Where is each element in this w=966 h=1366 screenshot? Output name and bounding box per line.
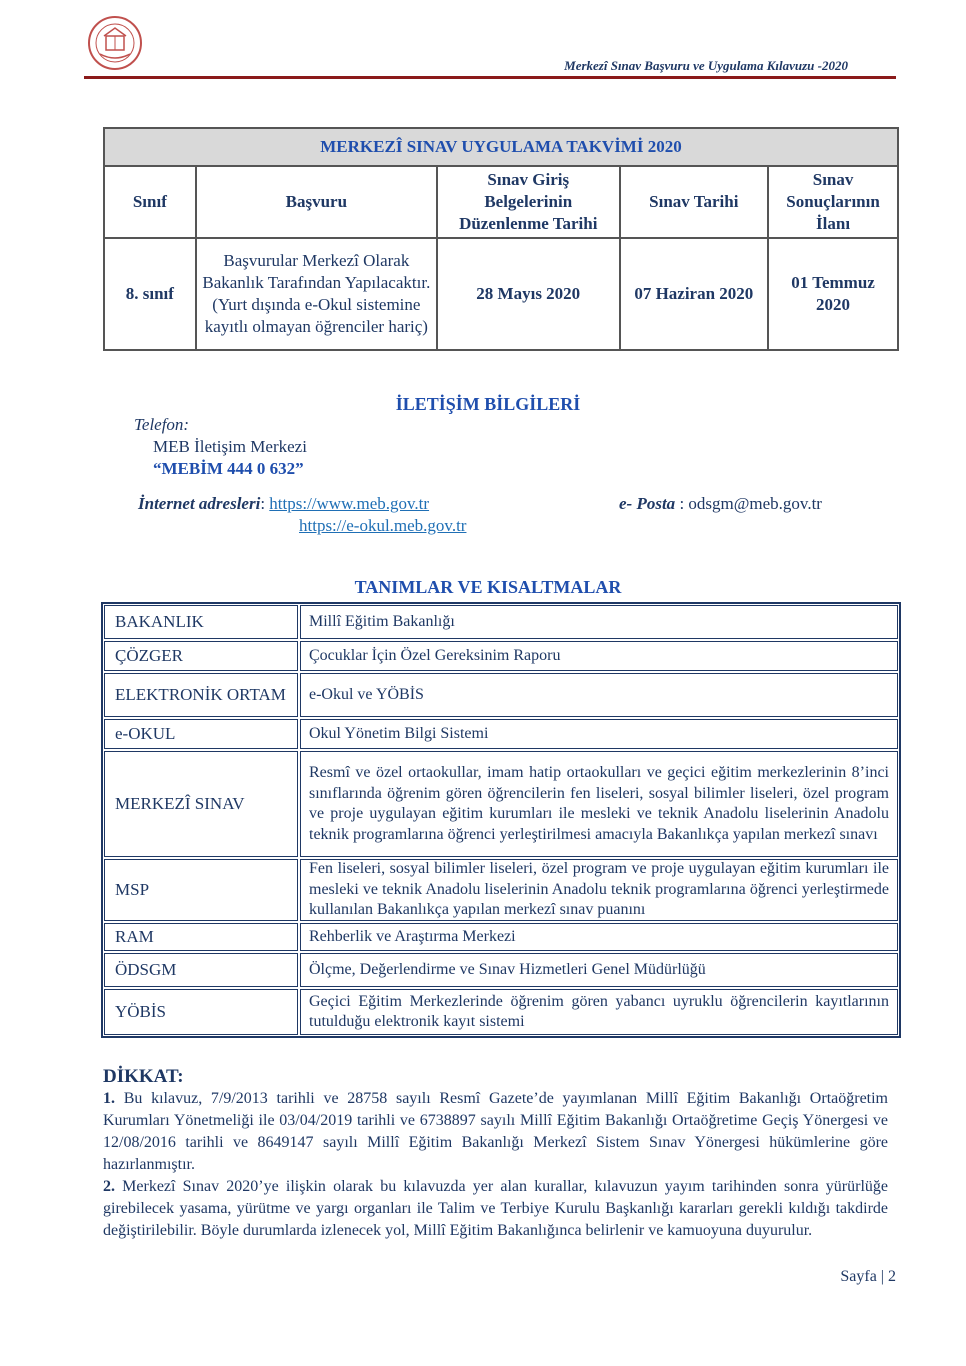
note-item: 2. Merkezî Sınav 2020’ye ilişkin olarak bu kılavuzda yer alan kurallar, kılavuzun yayım tarihinden sonra yürürlüğe girebilecek yasama, yürütme ve yargı organları ile Talim ve Terbiye Kurulu Başkanlığı kararları gerekli kıldığı takdirde değiştirilebilir. Böyle durumlarda izlenecek yol, Millî Eğitim Bakanlığınca belirlenir ve kamuoyuna duyurulur. (103, 1178, 888, 1239)
schedule-table (103, 127, 899, 351)
def-term: ELEKTRONİK ORTAM (104, 673, 298, 717)
def-desc: Millî Eğitim Bakanlığı (300, 605, 898, 639)
schedule-title: MERKEZÎ SINAV UYGULAMA TAKVİMİ 2020 (104, 128, 898, 166)
email-separator: : (675, 494, 689, 513)
notes-section (103, 1066, 888, 1242)
def-term: e-OKUL (104, 719, 298, 749)
def-desc: Resmî ve özel ortaokullar, imam hatip ortaokulları ve geçici eğitim merkezlerinin 8’inci sınıflarında öğrenim gören öğrencilerin fen liseleri, sosyal bilimler liseleri, özel program ve proje uygulayan eğitim kurumları ile mesleki ve teknik Anadolu liselerinin Anadolu teknik programlarına öğrenci yerleştirilmesi amacıyla Bakanlıkça yapılan merkezî sınavı (300, 751, 898, 857)
def-desc: Rehberlik ve Araştırma Merkezi (300, 923, 898, 951)
table-row (104, 238, 898, 350)
header-title: Merkezî Sınav Başvuru ve Uygulama Kılavuzu -2020 (564, 58, 848, 73)
table-row (103, 640, 899, 672)
meb-logo-icon (86, 14, 144, 72)
column-header: Başvuru (196, 166, 437, 238)
table-row (103, 604, 899, 640)
document-date-cell: 28 Mayıs 2020 (437, 238, 620, 350)
definitions-table (101, 602, 901, 1038)
def-desc: Çocuklar İçin Özel Gereksinim Raporu (300, 641, 898, 671)
def-term: ÖDSGM (104, 953, 298, 987)
column-header: Sınav Giriş Belgelerinin Düzenlenme Tarihi (437, 166, 620, 238)
table-row (103, 988, 899, 1036)
application-cell: Başvurular Merkezî Olarak Bakanlık Tarafından Yapılacaktır. (Yurt dışında e-Okul sistemine kayıtlı olmayan öğrenciler hariç) (196, 238, 437, 350)
web-addresses (138, 494, 429, 514)
table-row (103, 858, 899, 922)
header-divider (84, 76, 896, 79)
table-row (103, 718, 899, 750)
exam-date-cell: 07 Haziran 2020 (620, 238, 769, 350)
meb-website-link[interactable]: https://www.meb.gov.tr (269, 494, 430, 513)
phone-org: MEB İletişim Merkezi (153, 437, 307, 456)
phone-number: “MEBİM 444 0 632” (153, 459, 304, 478)
column-header: Sınav Tarihi (620, 166, 769, 238)
table-row (103, 952, 899, 988)
def-desc: Geçici Eğitim Merkezlerinde öğrenim gören yabancı uyruklu öğrencilerin kayıtlarının tutulduğu elektronik kayıt sistemi (300, 989, 898, 1035)
email-address[interactable]: odsgm@meb.gov.tr (688, 494, 822, 513)
def-desc: e-Okul ve YÖBİS (300, 673, 898, 717)
class-cell: 8. sınıf (104, 238, 196, 350)
def-term: BAKANLIK (104, 605, 298, 639)
def-desc: Fen liseleri, sosyal bilimler liseleri, özel program ve proje uygulayan eğitim kurumları ile mesleki ve teknik Anadolu liselerinin Anadolu teknik programlarına öğrenci yerleştirmede kullanılan Bakanlıkça yapılan merkezî sınav puanını (300, 859, 898, 921)
column-header: Sınıf (104, 166, 196, 238)
eokul-website-link[interactable]: https://e-okul.meb.gov.tr (299, 516, 467, 535)
def-term: RAM (104, 923, 298, 951)
phone-label: Telefon: (134, 415, 190, 434)
column-header: Sınav Sonuçlarının İlanı (768, 166, 898, 238)
web-separator: : (260, 494, 270, 513)
web-label: İnternet adresleri (138, 494, 261, 513)
def-desc: Okul Yönetim Bilgi Sistemi (300, 719, 898, 749)
table-row (103, 922, 899, 952)
def-term: ÇÖZGER (104, 641, 298, 671)
def-desc: Ölçme, Değerlendirme ve Sınav Hizmetleri Genel Müdürlüğü (300, 953, 898, 987)
email-label: e- Posta (619, 494, 676, 513)
def-term: YÖBİS (104, 989, 298, 1035)
definitions-title: TANIMLAR VE KISALTMALAR (354, 577, 622, 597)
contact-title: İLETİŞİM BİLGİLERİ (395, 394, 581, 414)
def-term: MSP (104, 859, 298, 921)
note-item: 1. Bu kılavuz, 7/9/2013 tarihli ve 28758 sayılı Resmî Gazete’de yayımlanan Millî Eğitim Bakanlığı Ortaöğretim Kurumları Yönetmeliği ile 03/04/2019 tarihli ve 6738897 sayılı Millî Eğitim Bakanlığı Ortaöğretime Geçiş Yönergesi ve 12/08/2016 tarihli ve 8649147 sayılı Millî Eğitim Bakanlığı Merkezî Sistem Sınav Yönergesi hükümlerine göre hazırlanmıştır. (103, 1090, 888, 1173)
table-row (103, 672, 899, 718)
results-date-cell: 01 Temmuz 2020 (768, 238, 898, 350)
email-info (619, 494, 822, 514)
def-term: MERKEZÎ SINAV (104, 751, 298, 857)
notes-title: DİKKAT: (103, 1066, 184, 1087)
table-row (103, 750, 899, 858)
page-number: Sayfa | 2 (840, 1268, 896, 1285)
